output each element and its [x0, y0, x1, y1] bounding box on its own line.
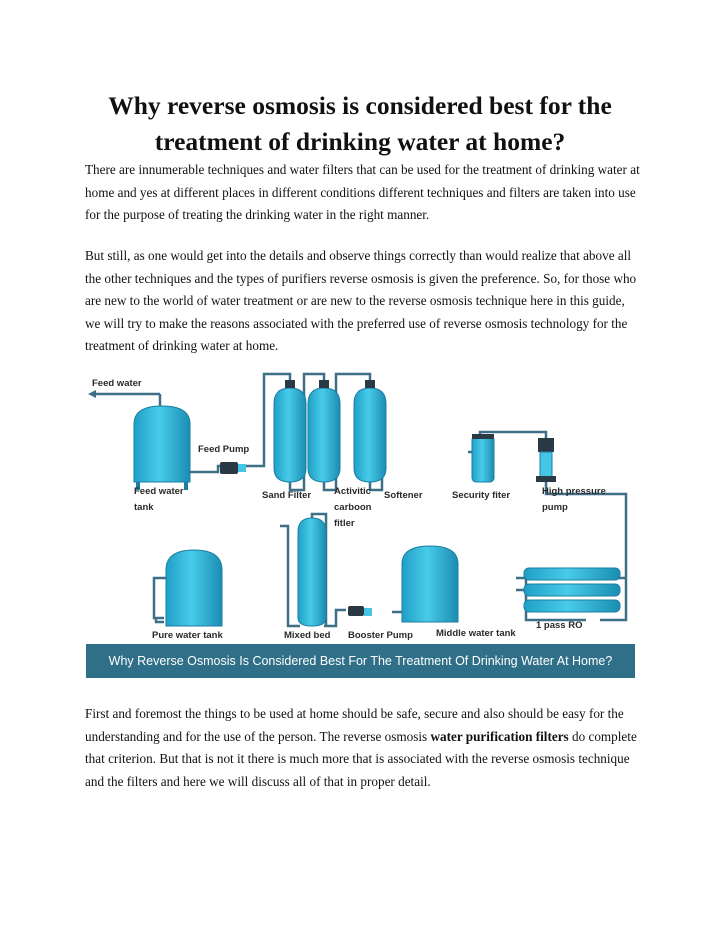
paragraph-intro: There are innumerable techniques and water filters that can be used for the treatment of drinking water at home and yes at different places in different conditions different techniques and filters are taken into use for the purpose of treating the drinking water in the right manner.: [85, 162, 640, 222]
label-activated-carbon-line3: fitler: [334, 518, 355, 529]
label-feed-water-tank: Feed water: [134, 486, 184, 497]
link-water-purification-filters[interactable]: water purification filters: [430, 728, 569, 744]
sand-filter-vessel: [274, 380, 306, 482]
pure-water-tank: [166, 550, 222, 626]
ro-process-diagram: [86, 364, 635, 678]
high-pressure-pump-icon: [536, 438, 556, 482]
carbon-filter-vessel: [308, 380, 340, 482]
label-1-pass-ro: 1 pass RO: [536, 620, 583, 631]
label-activated-carbon: Activitic: [334, 486, 371, 497]
paragraph-safety-text-2: do complete that criterion. But that is not it there is much more that is associated with the reverse osmosis technique and the filters and here we will discuss all of that in proper detail.: [85, 728, 637, 789]
diagram-banner-caption: Why Reverse Osmosis Is Considered Best For The Treatment Of Drinking Water At Home?: [86, 644, 635, 678]
label-feed-water-tank-line2: tank: [134, 502, 154, 513]
label-feed-water: Feed water: [92, 378, 142, 389]
ro-membranes: [524, 568, 620, 612]
label-booster-pump: Booster Pump: [348, 630, 413, 641]
label-high-pressure-pump: High pressure: [542, 486, 606, 497]
diagram-graphic: [86, 364, 635, 644]
label-security-filter: Security fiter: [452, 490, 511, 501]
feed-water-tank: [134, 406, 190, 490]
softener-vessel: [354, 380, 386, 482]
label-high-pressure-pump-line2: pump: [542, 502, 568, 513]
feed-arrow-icon: [88, 390, 96, 398]
paragraph-preference: But still, as one would get into the details and observe things correctly than would realize that above all the other techniques and the types of purifiers reverse osmosis is given the preference. So, for those who are new to the world of water treatment or are new to the reverse osmosis technique here in this guide, we will try to make the reasons associated with the preferred use of reverse osmosis technology for the treatment of drinking water at home.: [85, 248, 637, 353]
label-pure-water-tank: Pure water tank: [152, 630, 223, 641]
label-softener: Softener: [384, 490, 423, 501]
label-mixed-bed: Mixed bed: [284, 630, 331, 641]
label-activated-carbon-line2: carboon: [334, 502, 372, 513]
booster-pump-icon: [348, 606, 372, 616]
page-title: Why reverse osmosis is considered best for the treatment of drinking water at home?: [108, 91, 612, 156]
label-middle-water-tank: Middle water tank: [436, 628, 516, 639]
security-filter-vessel: [472, 434, 494, 482]
label-feed-pump: Feed Pump: [198, 444, 250, 455]
label-sand-filter: Sand Filter: [262, 490, 312, 501]
middle-water-tank: [402, 546, 458, 622]
mixed-bed-vessel: [298, 518, 326, 626]
paragraph-safety-text-1: First and foremost the things to be used at home should be safe, secure and also should be easy for the understanding and for the use of the person. The reverse osmosis: [85, 706, 624, 744]
feed-pump-icon: [220, 462, 246, 474]
paragraph-safety: [85, 703, 640, 793]
